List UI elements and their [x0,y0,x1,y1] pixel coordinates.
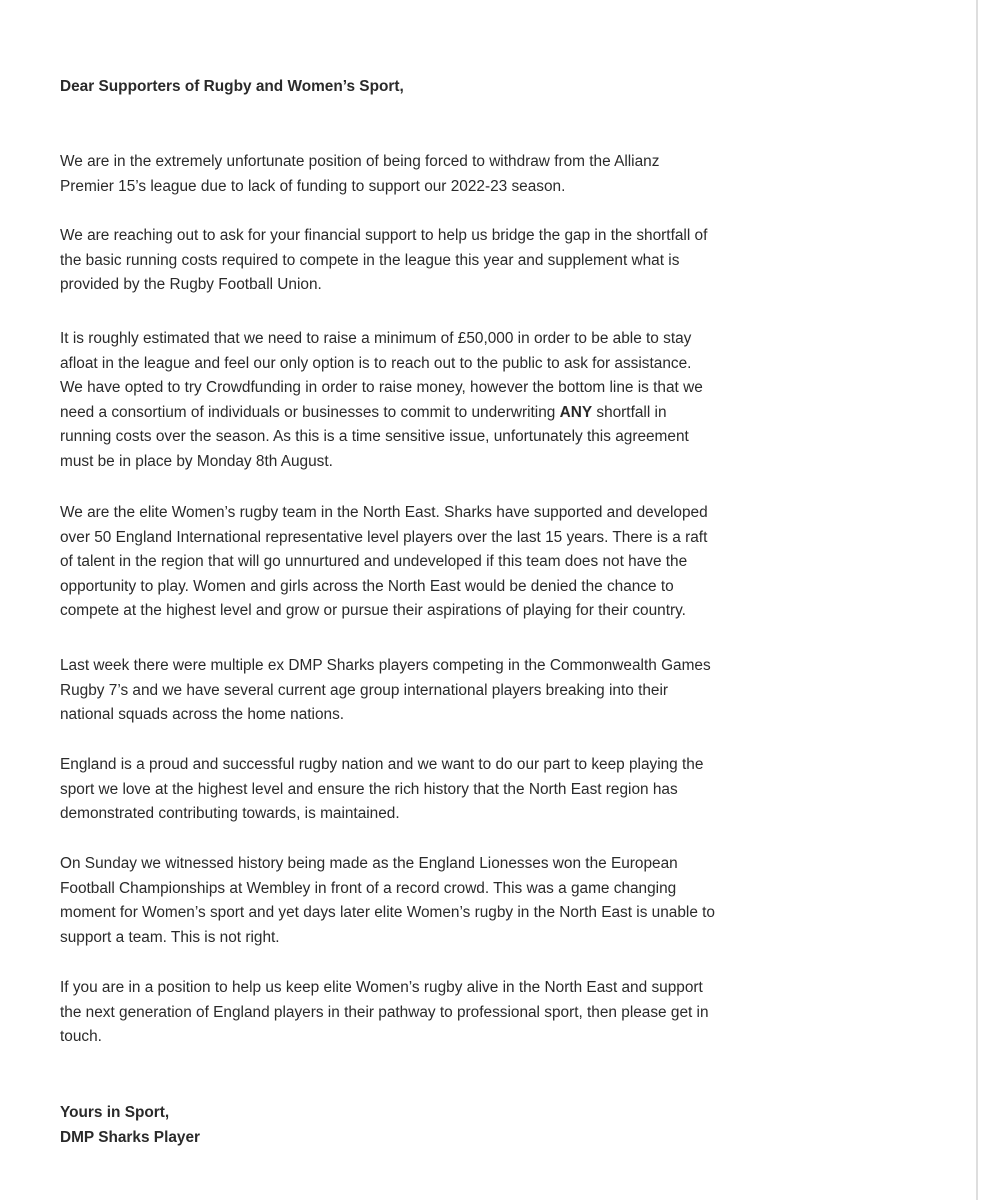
text-run: shortfall in [592,403,667,421]
paragraph-line: If you are in a position to help us keep elite Women’s rugby alive in the North East and support [60,979,703,996]
paragraph-funding-target [60,327,875,474]
paragraph-line: We are reaching out to ask for your financial support to help us bridge the gap in the shortfall of [60,227,708,244]
paragraph-call-to-action [60,976,875,1050]
paragraph-line-with-emphasis [60,401,875,426]
paragraph-line: running costs over the season. As this is a time sensitive issue, unfortunately this agreement [60,428,689,445]
paragraph-line: must be in place by Monday 8th August. [60,452,333,470]
paragraph-line: the next generation of England players in their pathway to professional sport, then please get in [60,1003,709,1021]
paragraph-commonwealth [60,654,875,728]
paragraph-line: We are in the extremely unfortunate position of being forced to withdraw from the Allianz [60,153,660,170]
paragraph-line: opportunity to play. Women and girls across the North East would be denied the chance to [60,577,674,595]
paragraph-withdrawal [60,150,875,199]
paragraph-line: Premier 15’s league due to lack of funding to support our 2022-23 season. [60,177,566,195]
page-edge-divider [976,0,978,1200]
paragraph-team-heritage [60,501,875,624]
paragraph-line: moment for Women’s sport and yet days later elite Women’s rugby in the North East is unable to [60,904,715,921]
paragraph-line: We are the elite Women’s rugby team in the North East. Sharks have supported and developed [60,504,708,521]
paragraph-line: It is roughly estimated that we need to raise a minimum of £50,000 in order to be able to stay [60,330,692,347]
paragraph-line: On Sunday we witnessed history being made as the England Lionesses won the European [60,855,678,872]
paragraph-line: We have opted to try Crowdfunding in order to raise money, however the bottom line is that we [60,379,703,396]
paragraph-line: Football Championships at Wembley in front of a record crowd. This was a game changing [60,879,677,897]
paragraph-line: provided by the Rugby Football Union. [60,276,322,293]
paragraph-line: of talent in the region that will go unnurtured and undeveloped if this team does not have the [60,553,688,570]
paragraph-line: support a team. This is not right. [60,928,280,946]
paragraph-line: Rugby 7’s and we have several current age group international players breaking into their [60,681,669,699]
paragraph-line: touch. [60,1028,102,1045]
emphasis-any: ANY [559,403,593,421]
paragraph-line: national squads across the home nations. [60,706,345,723]
paragraph-line: afloat in the league and feel our only option is to reach out to the public to ask for assistance. [60,354,692,372]
paragraph-line: the basic running costs required to compete in the league this year and supplement what is [60,251,680,269]
signature-name: DMP Sharks Player [60,1128,201,1146]
paragraph-line: sport we love at the highest level and ensure the rich history that the North East region has [60,780,678,798]
paragraph-lionesses [60,852,875,950]
paragraph-rugby-nation [60,753,875,827]
sign-off-line: Yours in Sport, [60,1104,170,1121]
paragraph-line: compete at the highest level and grow or pursue their aspirations of playing for their country. [60,602,686,619]
text-run: need a consortium of individuals or businesses to commit to underwriting [60,403,560,421]
paragraph-appeal [60,224,875,298]
salutation: Dear Supporters of Rugby and Women’s Sport, [60,78,404,95]
paragraph-line: demonstrated contributing towards, is maintained. [60,805,400,822]
paragraph-line: over 50 England International representative level players over the last 15 years. There is a raft [60,528,708,546]
paragraph-line: England is a proud and successful rugby nation and we want to do our part to keep playing the [60,756,704,773]
sign-off [60,1101,200,1150]
paragraph-line: Last week there were multiple ex DMP Sharks players competing in the Commonwealth Games [60,657,711,674]
